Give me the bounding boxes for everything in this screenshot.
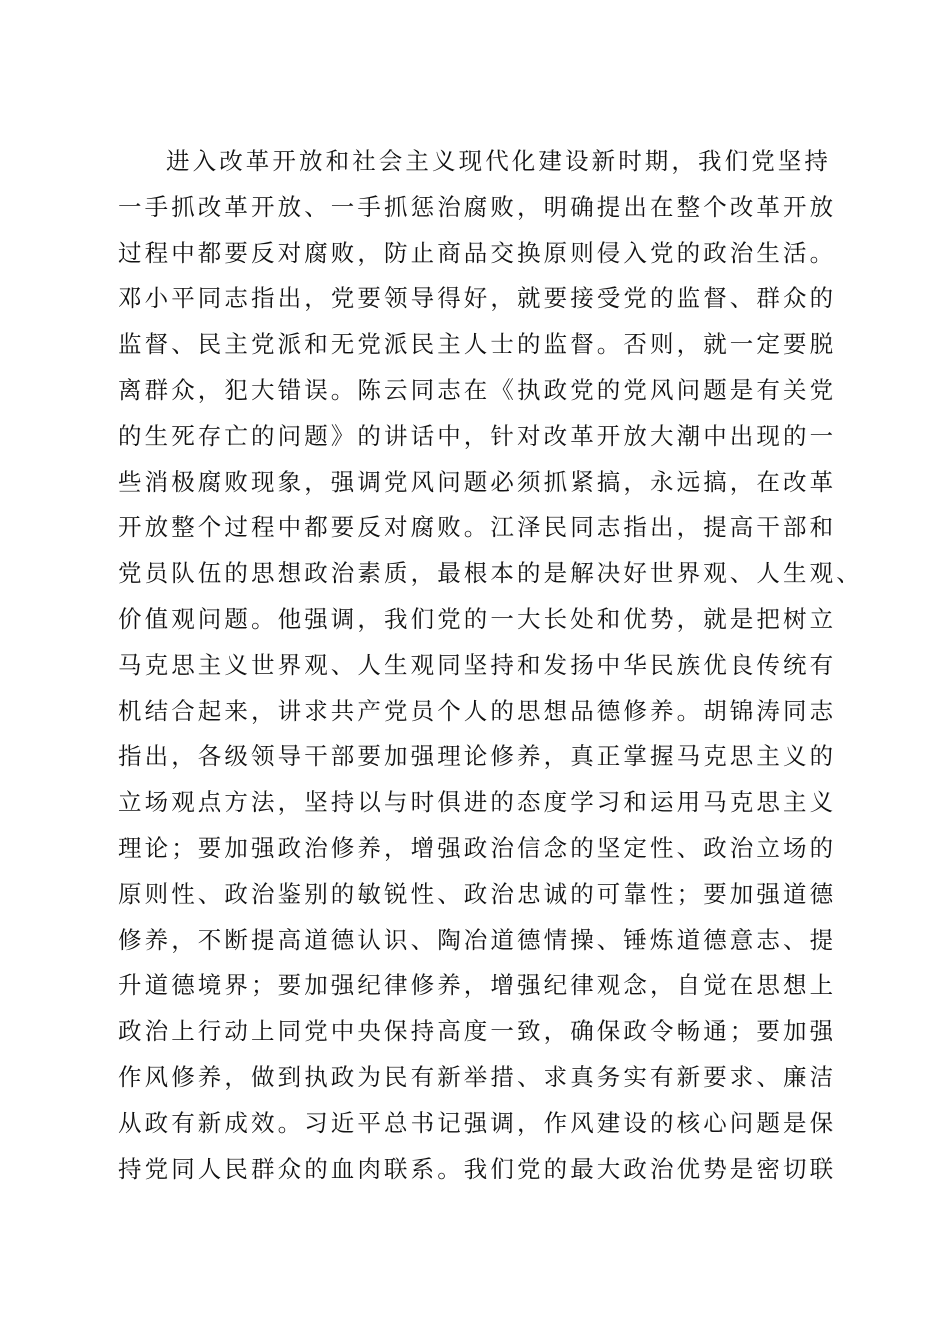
text-line: 价值观问题。他强调，我们党的一大长处和优势，就是把树立 <box>118 604 837 633</box>
text-line: 政治上行动上同党中央保持高度一致，确保政令畅通；要加强 <box>118 1017 837 1046</box>
text-line: 持党同人民群众的血肉联系。我们党的最大政治优势是密切联 <box>118 1154 837 1183</box>
text-line: 进入改革开放和社会主义现代化建设新时期，我们党坚持 <box>166 147 831 175</box>
text-line: 升道德境界；要加强纪律修养，增强纪律观念，自觉在思想上 <box>118 971 837 1000</box>
text-line: 的生死存亡的问题》的讲话中，针对改革开放大潮中出现的一 <box>118 421 837 450</box>
text-line: 监督、民主党派和无党派民主人士的监督。否则，就一定要脱 <box>118 330 837 359</box>
text-line: 从政有新成效。习近平总书记强调，作风建设的核心问题是保 <box>118 1108 837 1137</box>
text-line: 理论；要加强政治修养，增强政治信念的坚定性、政治立场的 <box>118 833 837 862</box>
text-line: 马克思主义世界观、人生观同坚持和发扬中华民族优良传统有 <box>118 650 837 679</box>
text-line: 邓小平同志指出，党要领导得好，就要接受党的监督、群众的 <box>118 284 837 313</box>
text-line: 一手抓改革开放、一手抓惩治腐败，明确提出在整个改革开放 <box>118 192 837 221</box>
text-line: 原则性、政治鉴别的敏锐性、政治忠诚的可靠性；要加强道德 <box>118 879 837 908</box>
text-line: 立场观点方法，坚持以与时俱进的态度学习和运用马克思主义 <box>118 788 837 817</box>
text-line: 些消极腐败现象，强调党风问题必须抓紧搞，永远搞，在改革 <box>118 467 837 496</box>
text-line: 修养，不断提高道德认识、陶冶道德情操、锤炼道德意志、提 <box>118 925 837 954</box>
text-line: 离群众，犯大错误。陈云同志在《执政党的党风问题是有关党 <box>118 375 837 404</box>
text-line: 开放整个过程中都要反对腐败。江泽民同志指出，提高干部和 <box>118 513 837 542</box>
text-line: 作风修养，做到执政为民有新举措、求真务实有新要求、廉洁 <box>118 1062 837 1091</box>
text-line: 机结合起来，讲求共产党员个人的思想品德修养。胡锦涛同志 <box>118 696 837 725</box>
text-line: 过程中都要反对腐败，防止商品交换原则侵入党的政治生活。 <box>118 238 837 267</box>
text-line: 党员队伍的思想政治素质，最根本的是解决好世界观、人生观、 <box>118 559 863 588</box>
body-paragraph <box>118 139 863 1192</box>
text-line: 指出，各级领导干部要加强理论修养，真正掌握马克思主义的 <box>118 742 837 771</box>
